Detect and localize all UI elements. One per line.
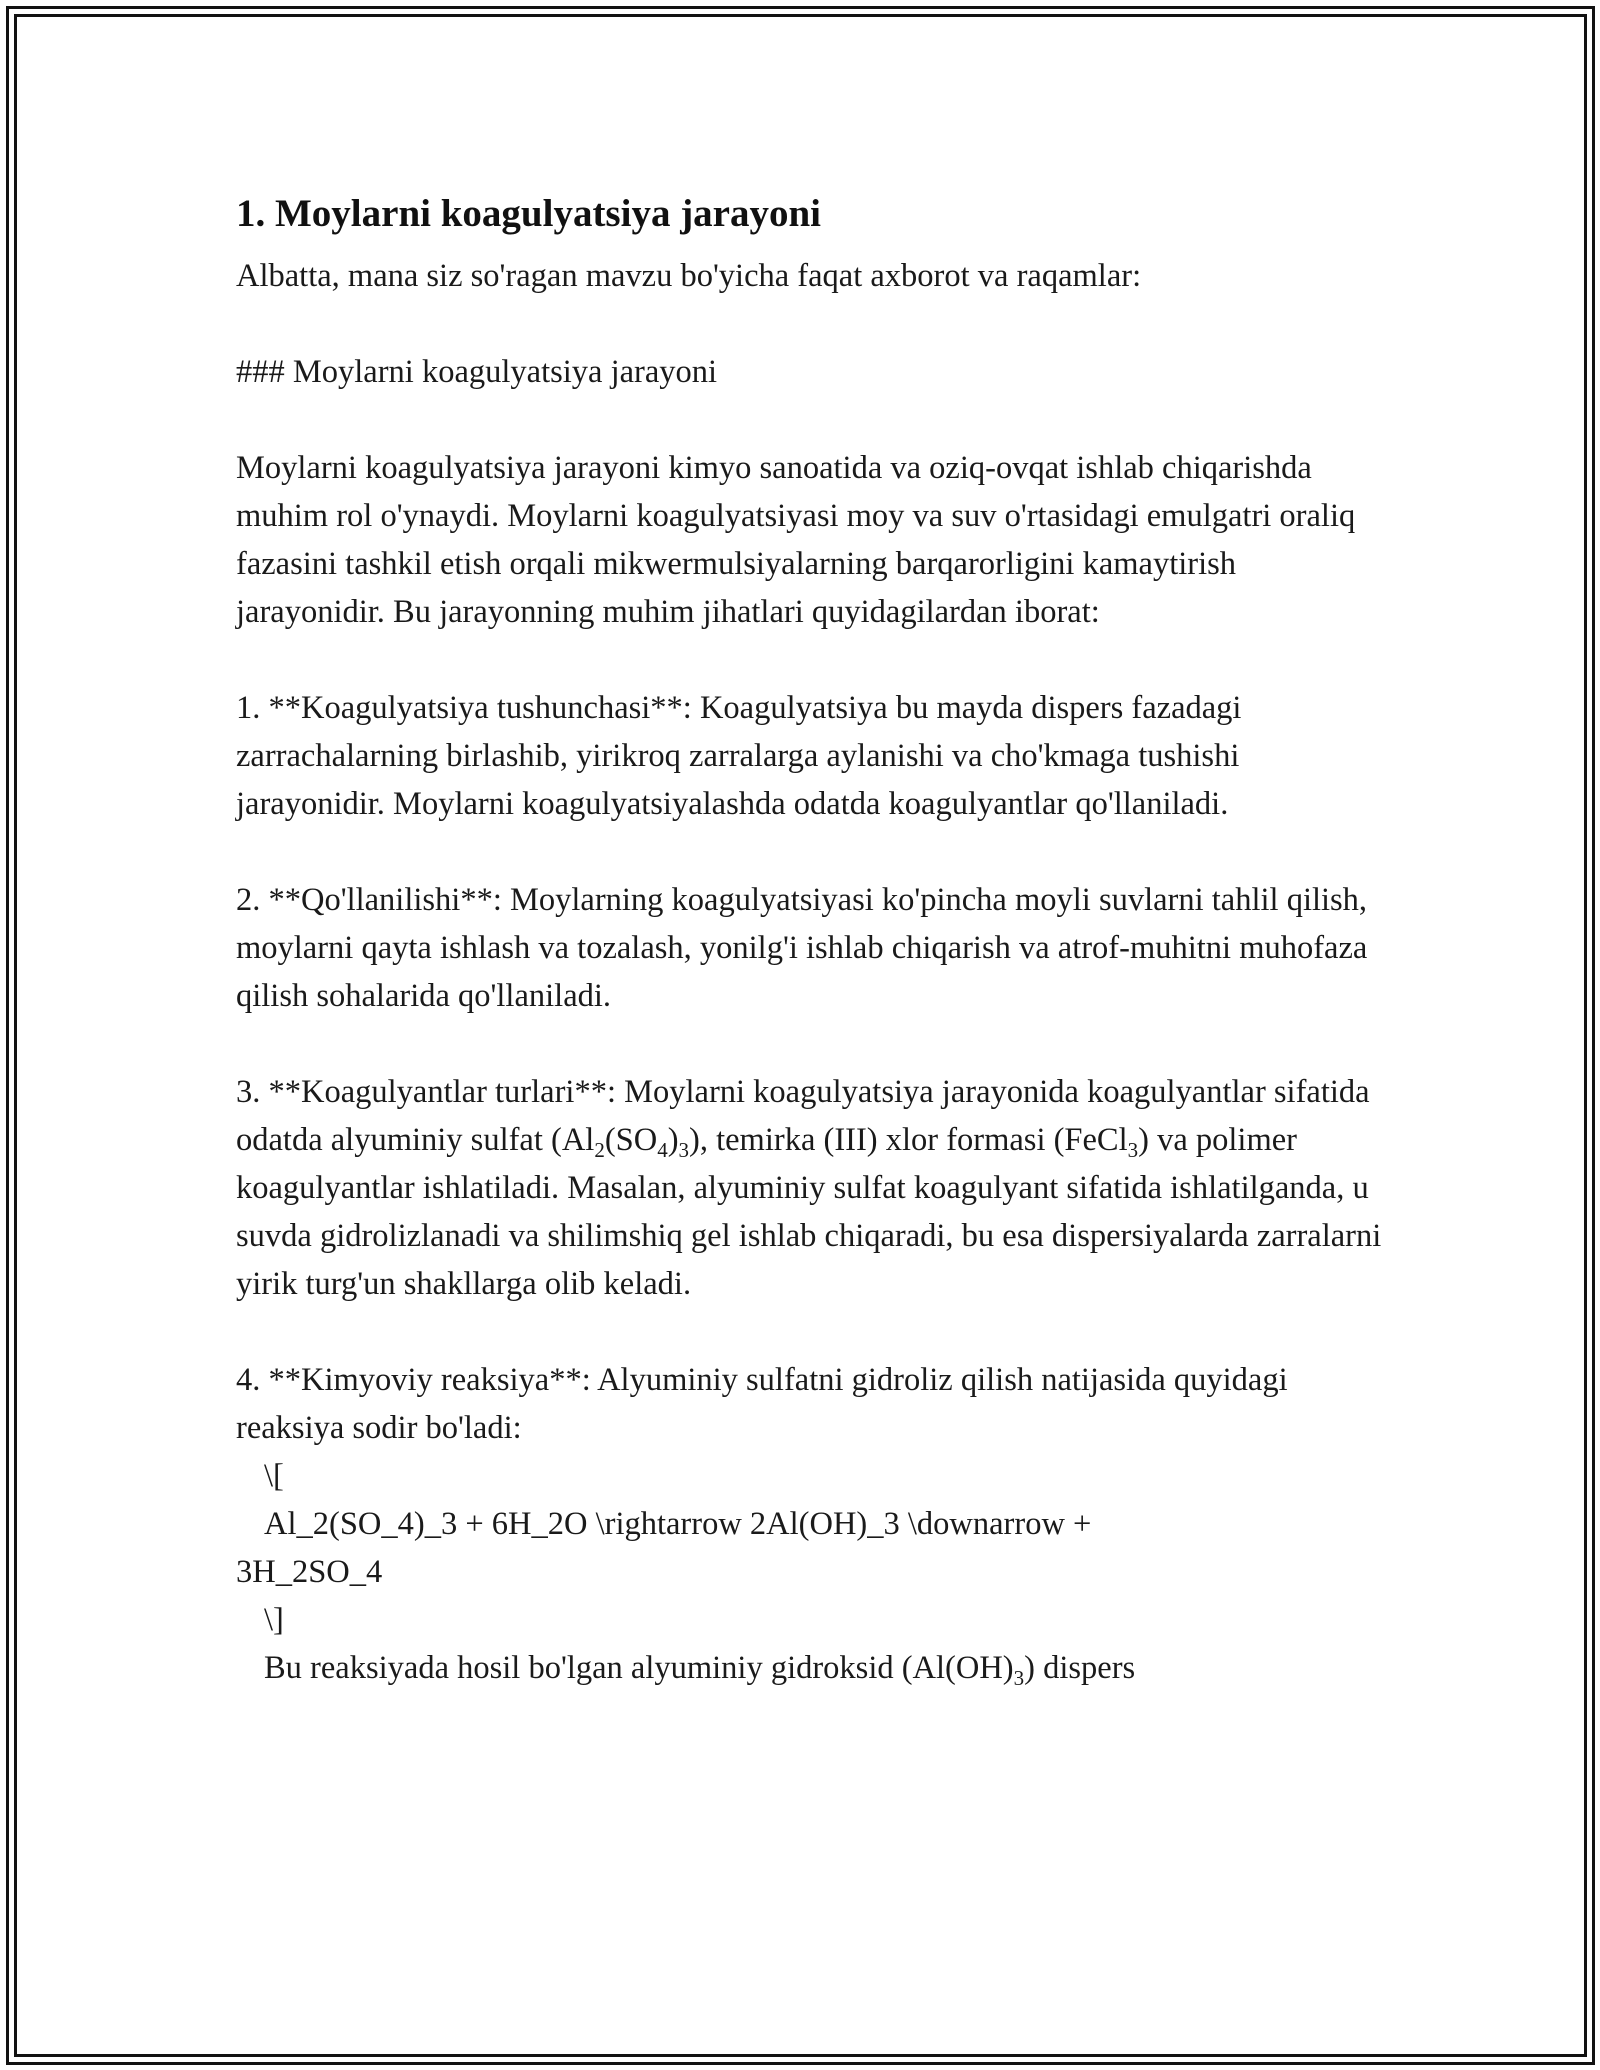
list-item-4: 4. **Kimyoviy reaksiya**: Alyuminiy sulfatni gidroliz qilish natijasida quyidagi reaksiya sodir bo'ladi: bbox=[236, 1362, 1288, 1446]
equation-line-a: Al_2(SO_4)_3 + 6H_2O \rightarrow 2Al(OH)_3 \downarrow + bbox=[264, 1506, 1092, 1542]
reaction-explanation: Bu reaksiyada hosil bo'lgan alyuminiy gidroksid $(Al(OH)_3)$ dispers bbox=[264, 1650, 1136, 1690]
math-open: \[ bbox=[264, 1458, 284, 1494]
list-item-3: 3. **Koagulyantlar turlari**: Moylarni koagulyatsiya jarayonida koagulyantlar sifatida odatda alyuminiy sulfat $(Al_2(SO_4)_3)$, temirka (III) xlor formasi (FeCl$_3$) va polimer koagulyantlar ishlatiladi. Masalan, alyuminiy sulfat koagulyant sifatida ishlatilganda, u suvda gidrolizlanadi va shilimshiq gel ishlab chiqaradi, bu esa dispersiyalarda zarralarni yirik turg'un shakllarga olib keladi. bbox=[236, 1074, 1382, 1302]
list-item-1: 1. **Koagulyatsiya tushunchasi**: Koagulyatsiya bu mayda dispers fazadagi zarrachalarning birlashib, yirikroq zarralarga aylanishi va cho'kmaga tushishi jarayonidir. Moylarni koagulyatsiyalashda odatda koagulyantlar qo'llaniladi. bbox=[236, 690, 1242, 822]
intro-text: Albatta, mana siz so'ragan mavzu bo'yicha faqat axborot va raqamlar: bbox=[236, 258, 1142, 294]
equation-line-b: 3H_2SO_4 bbox=[236, 1554, 383, 1590]
document-title: 1. Moylarni koagulyatsiya jarayoni bbox=[236, 192, 822, 235]
main-paragraph: Moylarni koagulyatsiya jarayoni kimyo sanoatida va oziq-ovqat ishlab chiqarishda muhim rol o'ynaydi. Moylarni koagulyatsiyasi moy va suv o'rtasidagi emulgatri oraliq fazasini tashkil etish orqali mikwermulsiyalarning barqarorligini kamaytirish jarayonidir. Bu jarayonning muhim jihatlari quyidagilardan iborat: bbox=[236, 450, 1356, 630]
document-page bbox=[236, 186, 1386, 1692]
subheading-text: ### Moylarni koagulyatsiya jarayoni bbox=[236, 354, 718, 390]
list-item-2: 2. **Qo'llanilishi**: Moylarning koagulyatsiyasi ko'pincha moyli suvlarni tahlil qilish, moylarni qayta ishlash va tozalash, yonilg'i ishlab chiqarish va atrof-muhitni muhofaza qilish sohalarida qo'llaniladi. bbox=[236, 882, 1368, 1014]
math-close: \] bbox=[264, 1602, 284, 1638]
